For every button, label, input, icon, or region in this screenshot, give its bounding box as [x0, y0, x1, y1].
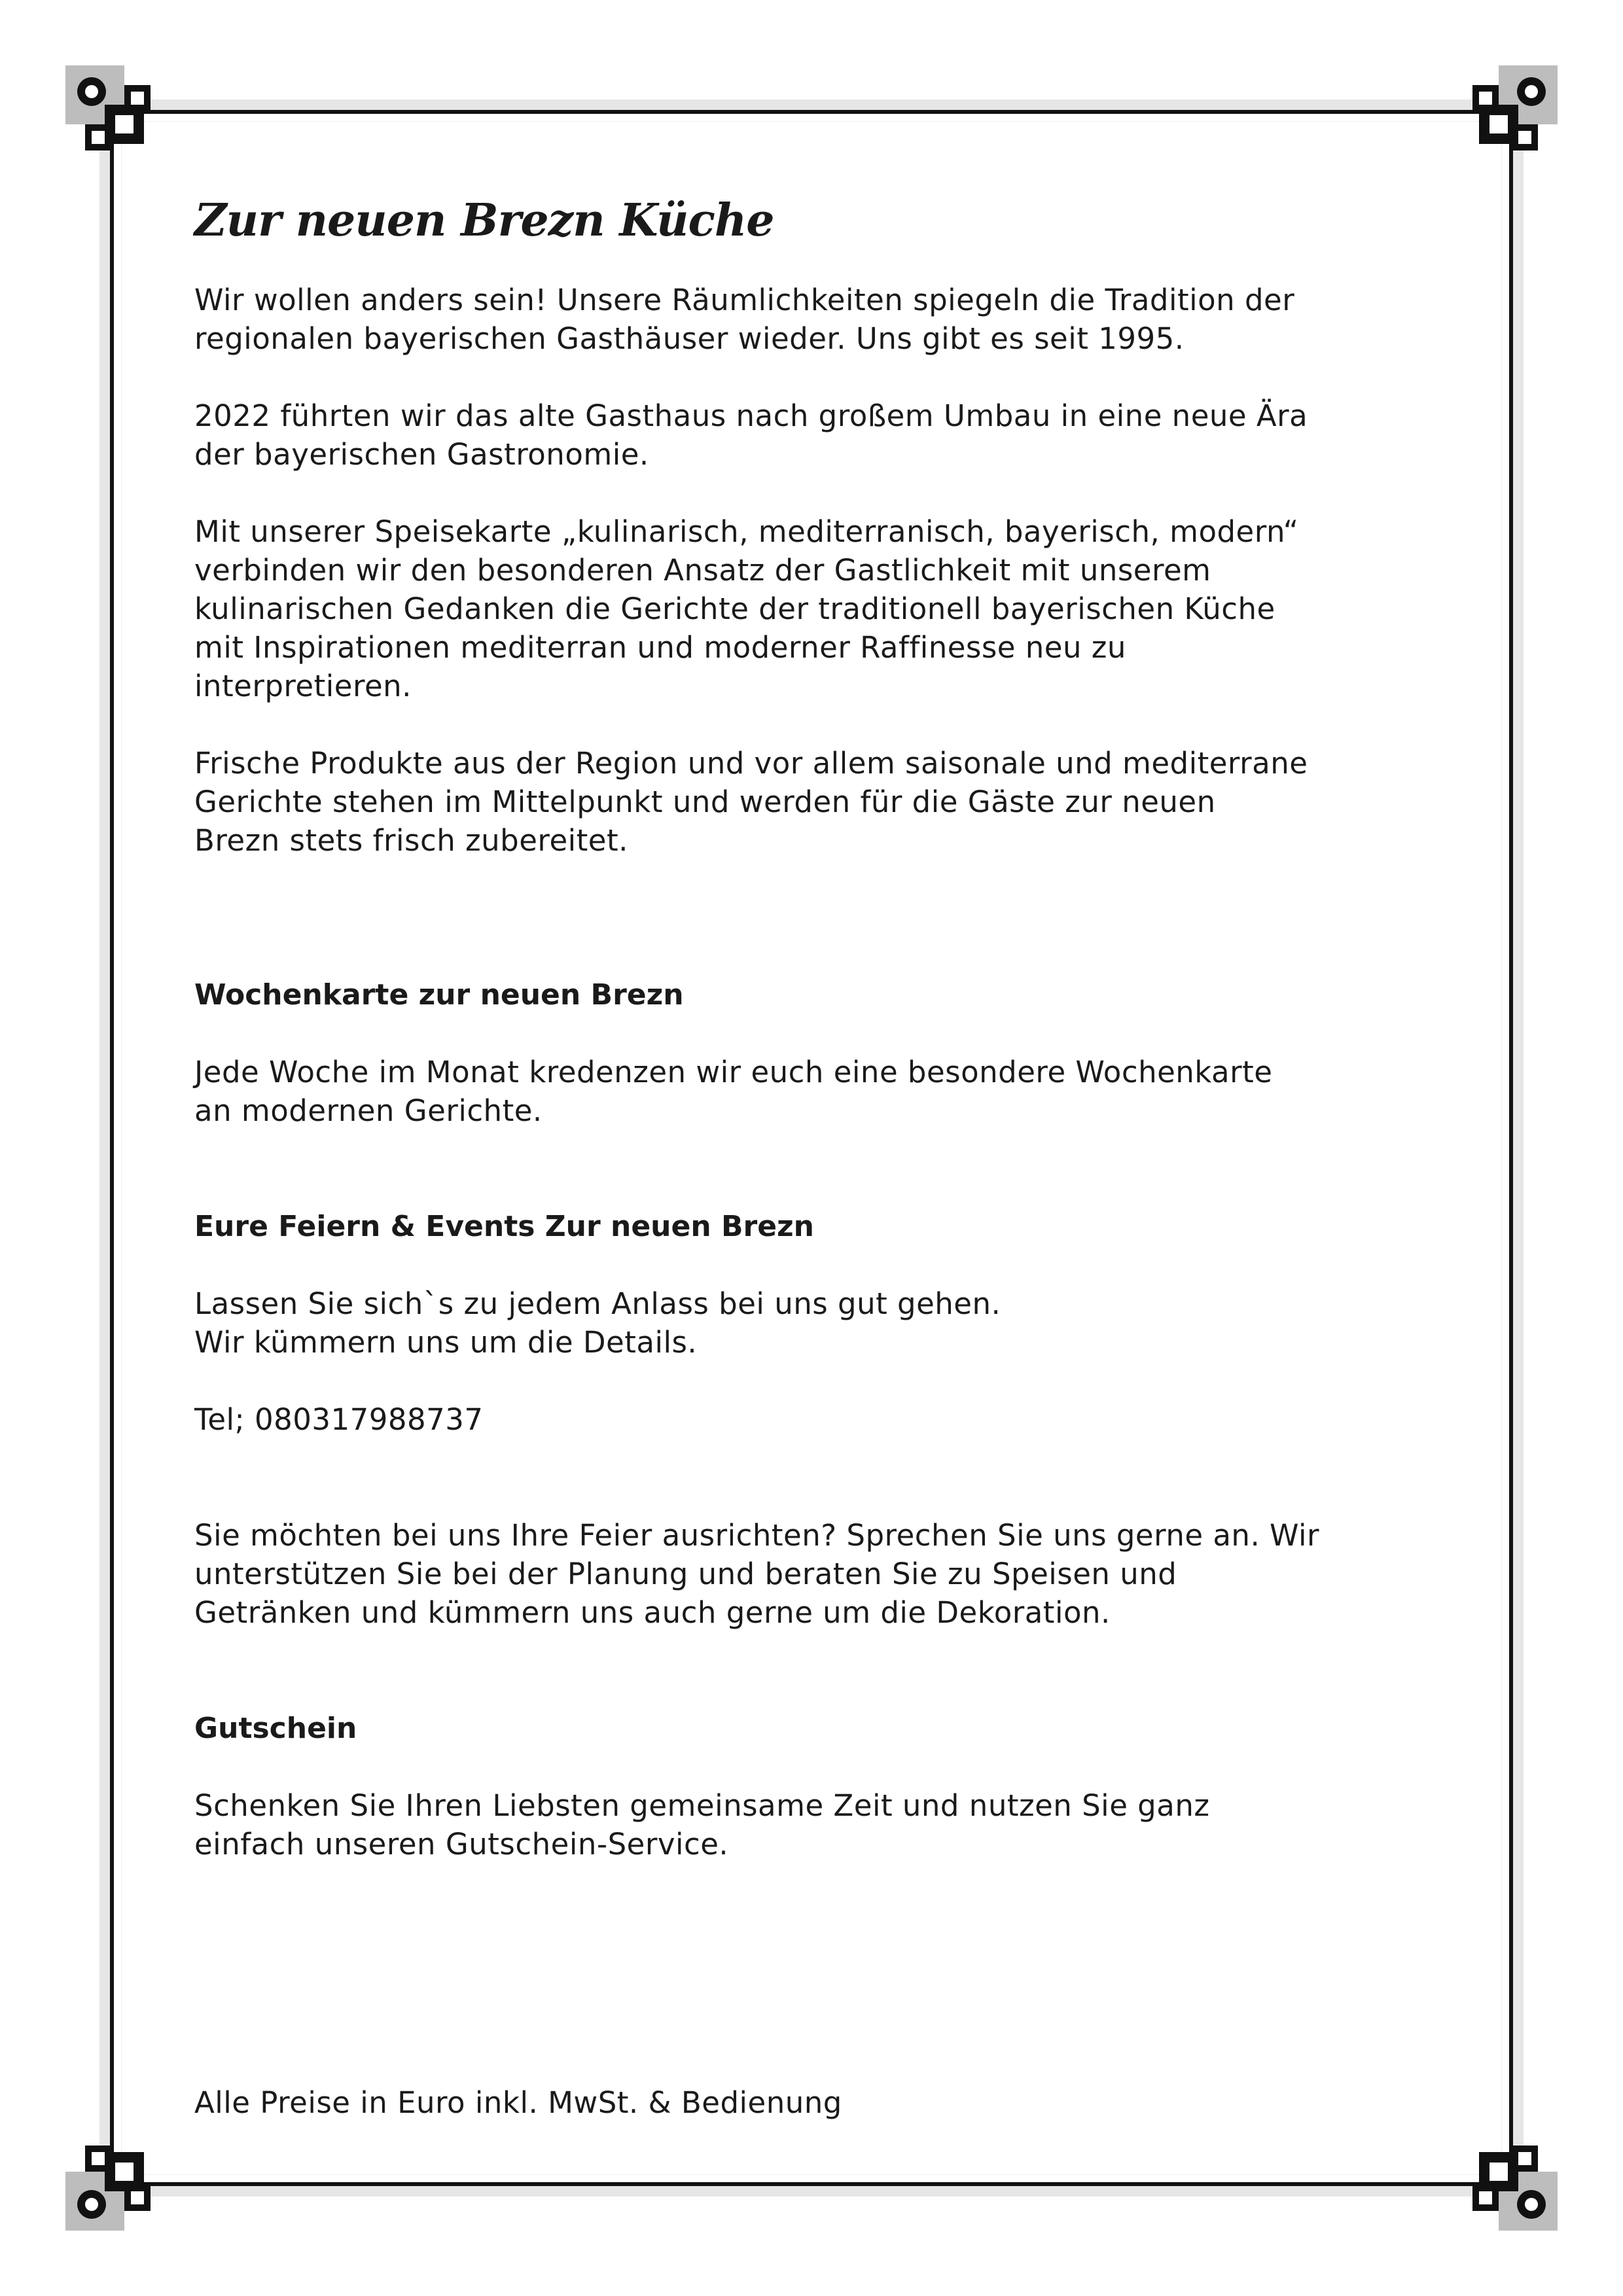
corner-ornament-top-left — [65, 65, 157, 157]
intro-paragraph-3: Mit unserer Speisekarte „kulinarisch, mediterranisch, bayerisch, modern“ verbinden wir den besonderen Ansatz der Gastlichkeit mit unserem kulinarischen Gedanken die Gerichte der traditionell bayerischen Küche mit Inspirationen mediterran und moderner Raffinesse neu zu interpretieren. — [194, 514, 1299, 703]
wochenkarte-heading: Wochenkarte zur neuen Brezn — [194, 978, 684, 1012]
events-text: Lassen Sie sich`s zu jedem Anlass bei uns gut gehen. Wir kümmern uns um die Details. — [194, 1286, 1001, 1360]
corner-ornament-top-right — [1466, 65, 1558, 157]
intro-paragraph-4: Frische Produkte aus der Region und vor allem saisonale und mediterrane Gerichte stehen im Mittelpunkt und werden für die Gäste zur neuen Brezn stets frisch zubereitet. — [194, 745, 1308, 858]
events-heading: Eure Feiern & Events Zur neuen Brezn — [194, 1209, 814, 1243]
gutschein-text: Schenken Sie Ihren Liebsten gemeinsame Zeit und nutzen Sie ganz einfach unseren Gutschein-Service. — [194, 1788, 1210, 1862]
corner-ornament-bottom-right — [1466, 2139, 1558, 2231]
intro-paragraph-2: 2022 führten wir das alte Gasthaus nach großem Umbau in eine neue Ära der bayerischen Gastronomie. — [194, 398, 1308, 472]
events-phone: Tel; 080317988737 — [194, 1402, 484, 1437]
page-content — [194, 196, 1438, 1863]
page-title: Zur neuen Brezn Küche — [194, 194, 774, 247]
corner-ornament-bottom-left — [65, 2139, 157, 2231]
intro-paragraph-1: Wir wollen anders sein! Unsere Räumlichkeiten spiegeln die Tradition der regionalen bayerischen Gasthäuser wieder. Uns gibt es seit 1995. — [194, 282, 1295, 356]
gutschein-heading: Gutschein — [194, 1711, 357, 1745]
wochenkarte-text: Jede Woche im Monat kredenzen wir euch eine besondere Wochenkarte an modernen Gerichte. — [194, 1054, 1273, 1128]
events-text-2: Sie möchten bei uns Ihre Feier ausrichten? Sprechen Sie uns gerne an. Wir unterstützen Sie bei der Planung und beraten Sie zu Speisen und Getränken und kümmern uns auch gerne um die Dekoration. — [194, 1517, 1320, 1630]
footer-note: Alle Preise in Euro inkl. MwSt. & Bedienung — [194, 2085, 842, 2120]
